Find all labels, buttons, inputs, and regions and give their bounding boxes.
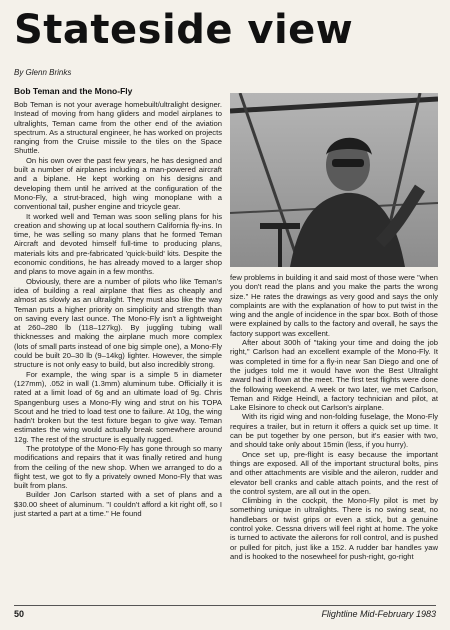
pilot-photo-illustration [230,93,438,267]
paragraph: few problems in building it and said most of those were "when you don't read the plans and you make the parts the wrong size." He rates the drawings as very good and says the only complaints are with the explanation of how to put twist in the wing and the angle of incidence in the spar box. Both of those were explained by calls to the factory and overall, he says the factory support was excellent. [230,273,438,338]
byline: By Glenn Brinks [14,68,72,77]
pilot-photo [230,93,438,267]
paragraph: It worked well and Teman was soon selling plans for his creation and showing up at local southern California fly-ins. In time, he was selling so many plans that he formed Teman Aircraft and devoted himself full-time to producing plans, materials kits and pre-fabricated 'quick-build' kits. Despite the economic conditions, he has already moved to a larger shop and plans to move again in a few months. [14,211,222,277]
paragraph: The prototype of the Mono-Fly has gone through so many modifications and repairs that it was finally retired and hung from the ceiling of the new shop. When we arranged to do a flight test, we got to fly a privately owned Mono-Fly that was built from plans. [14,443,222,491]
paragraph: For example, the wing spar is a simple 5 in diameter (127mm), .052 in wall (1.3mm) aluminum tube. Officially it is rated at a limit load of 6g and an ultimate load of 9g. Chris Spangenburg uses a Mono-Fly wing and strut on his TOPA Scout and he tried to load test one to failure. At 10g, the wing hadn't broken but the test fixture began to give way. Teman estimates the wing would actually break somewhere around 12g. The rest of the structure is equally rugged. [14,369,222,444]
article-headline: Bob Teman and the Mono-Fly [14,86,133,96]
paragraph: Once set up, pre-flight is easy because the important things are exposed. All of the important structural bolts, pins and other attachments are visible and the aileron, rudder and elevator bell cranks and cable attach points, and the rest of the control system, are all out in the open. [230,449,438,496]
magazine-issue: Flightline Mid-February 1983 [321,609,436,619]
footer-divider [14,605,436,606]
paragraph: Builder Jon Carlson started with a set of plans and a $30.00 sheet of aluminum. "I couldn't afford a kit right off, so I just started a part at a time." He found [14,490,222,519]
paragraph: Bob Teman is not your average homebuilt/ultralight designer. Instead of moving from hang gliders and model airplanes to ultralights, Teman came from the other end of the aviation spectrum. As a structural engineer, he has worked on projects ranging from the Cruise missile to the tiles on the Space Shuttle. [14,100,222,156]
paragraph: On his own over the past few years, he has designed and built a number of airplanes including a man-powered aircraft and a biplane. He kept working on his designs and developing them until he arrived at the configuration of the Mono-Fly, a strut-braced, high wing monoplane with a conventional tail, pusher engine and tricycle gear. [14,155,222,212]
paragraph: Obviously, there are a number of pilots who like Teman's idea of building a real airplane that flies as cheaply and almost as slowly as an ultralight. They must also like the way Teman puts a higher priority on simplicity and strength than on saving every last ounce. The Mono-Fly isn't a lightweight at 260–280 lb (118–127kg). By juggling tubing wall thicknesses and making the airplane much more complex (lots of small parts instead of one big simple one), a Mono-Fly could be built 20–30 lb (9–14kg) lighter. However, the simple structure is not only easy to build, but also incredibly strong. [14,276,222,370]
paragraph: Climbing in the cockpit, the Mono-Fly pilot is met by something unique in ultralights. There is no swing seat, no handlebars or twist grips or even a stick, but a genuine control yoke. Cessna drivers will feel right at home. The yoke is turned to activate the ailerons for roll control, and is pushed or pulled for pitch, just like a 152. A rudder bar handles yaw and is hooked to the nosewheel for push-right, go-right [230,496,438,561]
paragraph: With its rigid wing and non-folding fuselage, the Mono-Fly requires a trailer, but in return it offers a quick set up time. It can be put together by one person, but it's easier with two, and should take only about 15min (less, if you hurry). [230,412,438,450]
paragraph: After about 300h of "taking your time and doing the job right," Carlson had an excellent example of the Mono-Fly. It was completed in time for a fly-in near San Diego and one of the judges told me it would have won the Best Ultralight award had it flown at the meet. The first test flights were done the following weekend. A week or two later, we met Carlson, Teman and Ridge Heindl, a factory technician and pilot, at Lake Elsinore to check out Carlson's airplane. [230,338,438,413]
page-number: 50 [14,609,25,619]
right-column [230,273,438,561]
left-column [14,100,222,518]
article-title: Stateside view [14,7,354,53]
